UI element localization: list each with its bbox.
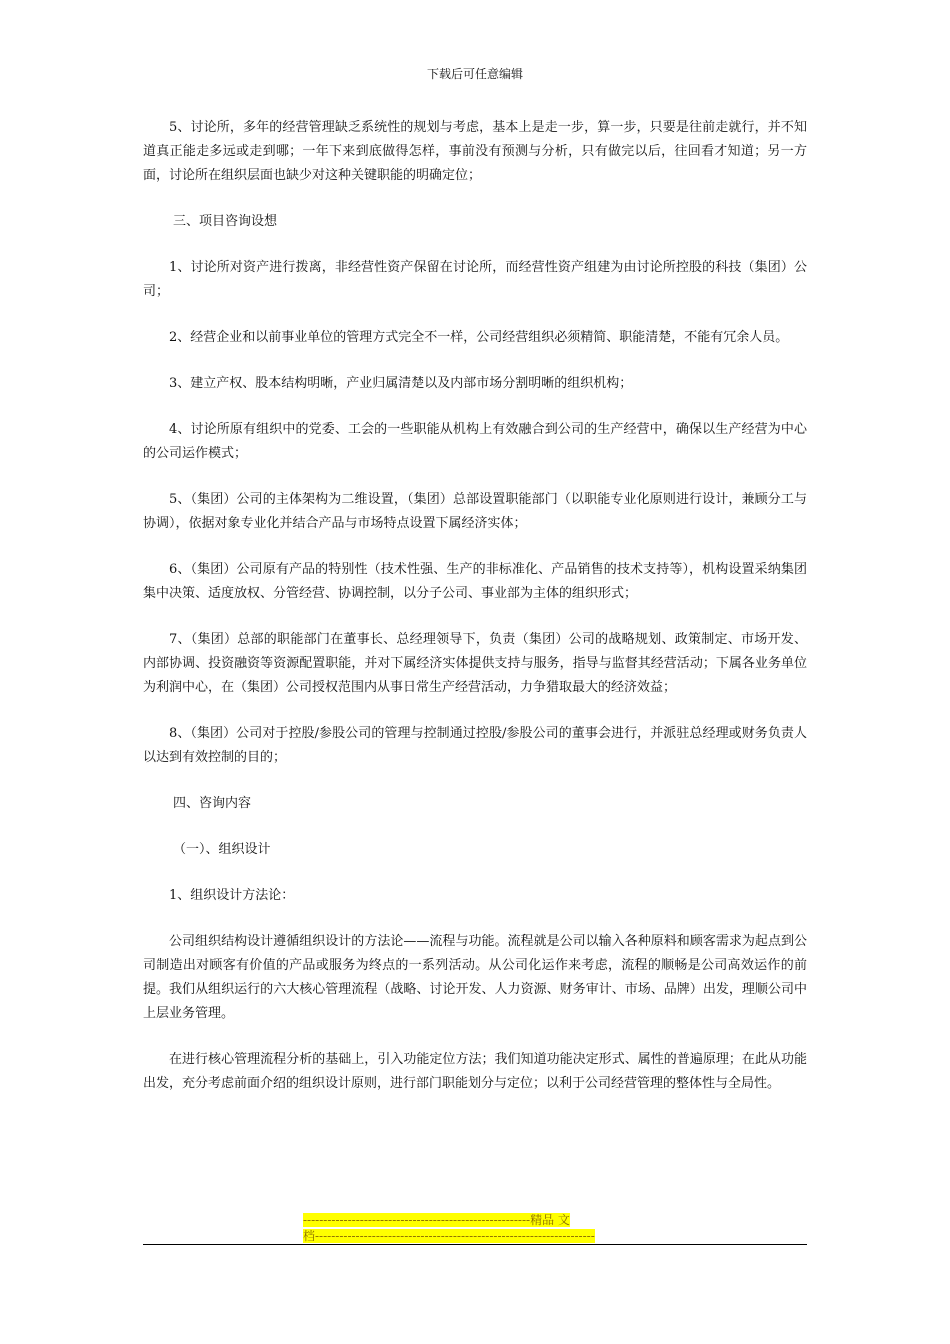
footer-watermark xyxy=(303,1212,649,1244)
document-body xyxy=(143,116,807,1118)
method-paragraph: 公司组织结构设计遵循组织设计的方法论——流程与功能。流程就是公司以输入各种原料和顾客需求为起点到公司制造出对顾客有价值的产品或服务为终点的一系列活动。从公司化运作来考虑，流程的顺畅是公司高效运作的前提。我们从组织运行的六大核心管理流程（战略、讨论开发、人力资源、财务审计、市场、品牌）出发，理顺公司中上层业务管理。 xyxy=(143,934,807,1021)
list-item-8: 8、（集团）公司对于控股/参股公司的管理与控制通过控股/参股公司的董事会进行，并派驻总经理或财务负责人以达到有效控制的目的； xyxy=(143,726,807,765)
list-item-3: 3、建立产权、股本结构明晰，产业归属清楚以及内部市场分割明晰的组织机构； xyxy=(169,376,633,391)
list-item-1: 1、讨论所对资产进行拨离，非经营性资产保留在讨论所，而经营性资产组建为由讨论所控股的科技（集团）公司； xyxy=(143,260,807,299)
footer-line-2: 档--------------------------------------------------------------------- xyxy=(303,1229,595,1243)
page-header: 下载后可任意编辑 xyxy=(426,67,523,81)
list-item-2: 2、经营企业和以前事业单位的管理方式完全不一样，公司经营组织必须精简、职能清楚，不能有冗余人员。 xyxy=(169,330,789,345)
footer-line-1: --------------------------------------------------------精品 文 xyxy=(303,1213,570,1227)
method-heading: 1、组织设计方法论： xyxy=(169,888,295,903)
list-item-4: 4、讨论所原有组织中的党委、工会的一些职能从机构上有效融合到公司的生产经营中，确保以生产经营为中心的公司运作模式； xyxy=(143,422,807,461)
subsection-heading-1: （一）、组织设计 xyxy=(173,842,271,857)
function-paragraph: 在进行核心管理流程分析的基础上，引入功能定位方法；我们知道功能决定形式、属性的普遍原理；在此从功能出发，充分考虑前面介绍的组织设计原则，进行部门职能划分与定位；以利于公司经营管理的整体性与全局性。 xyxy=(143,1052,807,1091)
section-heading-3: 三、项目咨询设想 xyxy=(173,214,278,229)
list-item-7: 7、（集团）总部的职能部门在董事长、总经理领导下，负责（集团）公司的战略规划、政策制定、市场开发、内部协调、投资融资等资源配置职能，并对下属经济实体提供支持与服务，指导与监督其经营活动；下属各业务单位为利润中心，在（集团）公司授权范围内从事日常生产经营活动，力争猎取最大的经济效益； xyxy=(143,632,807,695)
section-heading-4: 四、咨询内容 xyxy=(173,796,252,811)
list-item-6: 6、（集团）公司原有产品的特别性（技术性强、生产的非标准化、产品销售的技术支持等），机构设置采纳集团集中决策、适度放权、分管经营、协调控制，以分子公司、事业部为主体的组织形式； xyxy=(143,562,807,601)
paragraph-5-planning: 5、讨论所，多年的经营管理缺乏系统性的规划与考虑，基本上是走一步，算一步，只要是往前走就行，并不知道真正能走多远或走到哪；一年下来到底做得怎样，事前没有预测与分析，只有做完以后，往回看才知道；另一方面，讨论所在组织层面也缺少对这种关键职能的明确定位； xyxy=(143,120,807,183)
list-item-5: 5、（集团）公司的主体架构为二维设置，（集团）总部设置职能部门（以职能专业化原则进行设计，兼顾分工与协调），依据对象专业化并结合产品与市场特点设置下属经济实体； xyxy=(143,492,807,531)
footer-divider xyxy=(143,1244,807,1245)
